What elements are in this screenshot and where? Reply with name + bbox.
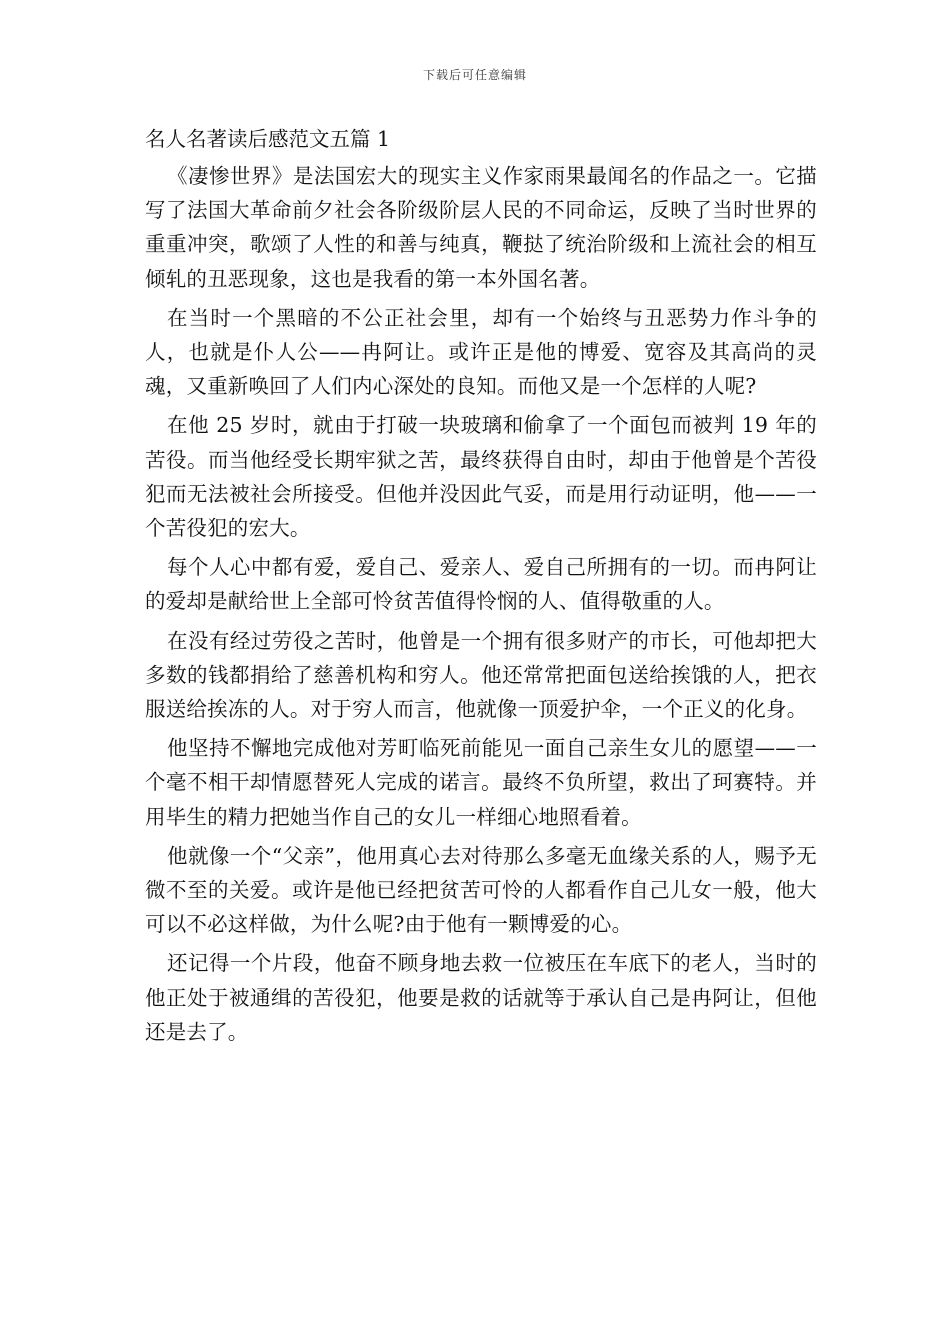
document-title: 名人名著读后感范文五篇 1: [145, 127, 391, 151]
paragraph: 还记得一个片段，他奋不顾身地去救一位被压在车底下的老人，当时的他正处于被通缉的苦役犯，他要是救的话就等于承认自己是冉阿让，但他还是去了。: [145, 951, 817, 1044]
paragraph: 他就像一个“父亲”，他用真心去对待那么多毫无血缘关系的人，赐予无微不至的关爱。或许是他已经把贫苦可怜的人都看作自己儿女一般，他大可以不必这样做，为什么呢?由于他有一颗博爱的心。: [145, 843, 817, 937]
paragraph: 在当时一个黑暗的不公正社会里，却有一个始终与丑恶势力作斗争的人，也就是仆人公——冉阿让。或许正是他的博爱、宽容及其高尚的灵魂，又重新唤回了人们内心深处的良知。而他又是一个怎样的人呢?: [145, 305, 817, 399]
document-body: [145, 122, 817, 1054]
paragraph: 他坚持不懈地完成他对芳町临死前能见一面自己亲生女儿的愿望——一个毫不相干却情愿替死人完成的诺言。最终不负所望，救出了珂赛特。并用毕生的精力把她当作自己的女儿一样细心地照看着。: [145, 736, 817, 829]
page-header-note: 下载后可任意编辑: [422, 68, 527, 82]
paragraph: 《凄惨世界》是法国宏大的现实主义作家雨果最闻名的作品之一。它描写了法国大革命前夕社会各阶级阶层人民的不同命运，反映了当时世界的重重冲突，歌颂了人性的和善与纯真，鞭挞了统治阶级和上流社会的相互倾轧的丑恶现象，这也是我看的第一本外国名著。: [145, 164, 817, 291]
paragraph: 在他 25 岁时，就由于打破一块玻璃和偷拿了一个面包而被判 19 年的苦役。而当他经受长期牢狱之苦，最终获得自由时，却由于他曾是个苦役犯而无法被社会所接受。但他并没因此气妥，而是用行动证明，他——一个苦役犯的宏大。: [145, 413, 817, 541]
paragraph: 每个人心中都有爱，爱自己、爱亲人、爱自己所拥有的一切。而冉阿让的爱却是献给世上全部可怜贫苦值得怜悯的人、值得敬重的人。: [145, 555, 817, 614]
paragraph: 在没有经过劳役之苦时，他曾是一个拥有很多财产的市长，可他却把大多数的钱都捐给了慈善机构和穷人。他还常常把面包送给挨饿的人，把衣服送给挨冻的人。对于穷人而言，他就像一顶爱护伞，一个正义的化身。: [145, 628, 817, 722]
